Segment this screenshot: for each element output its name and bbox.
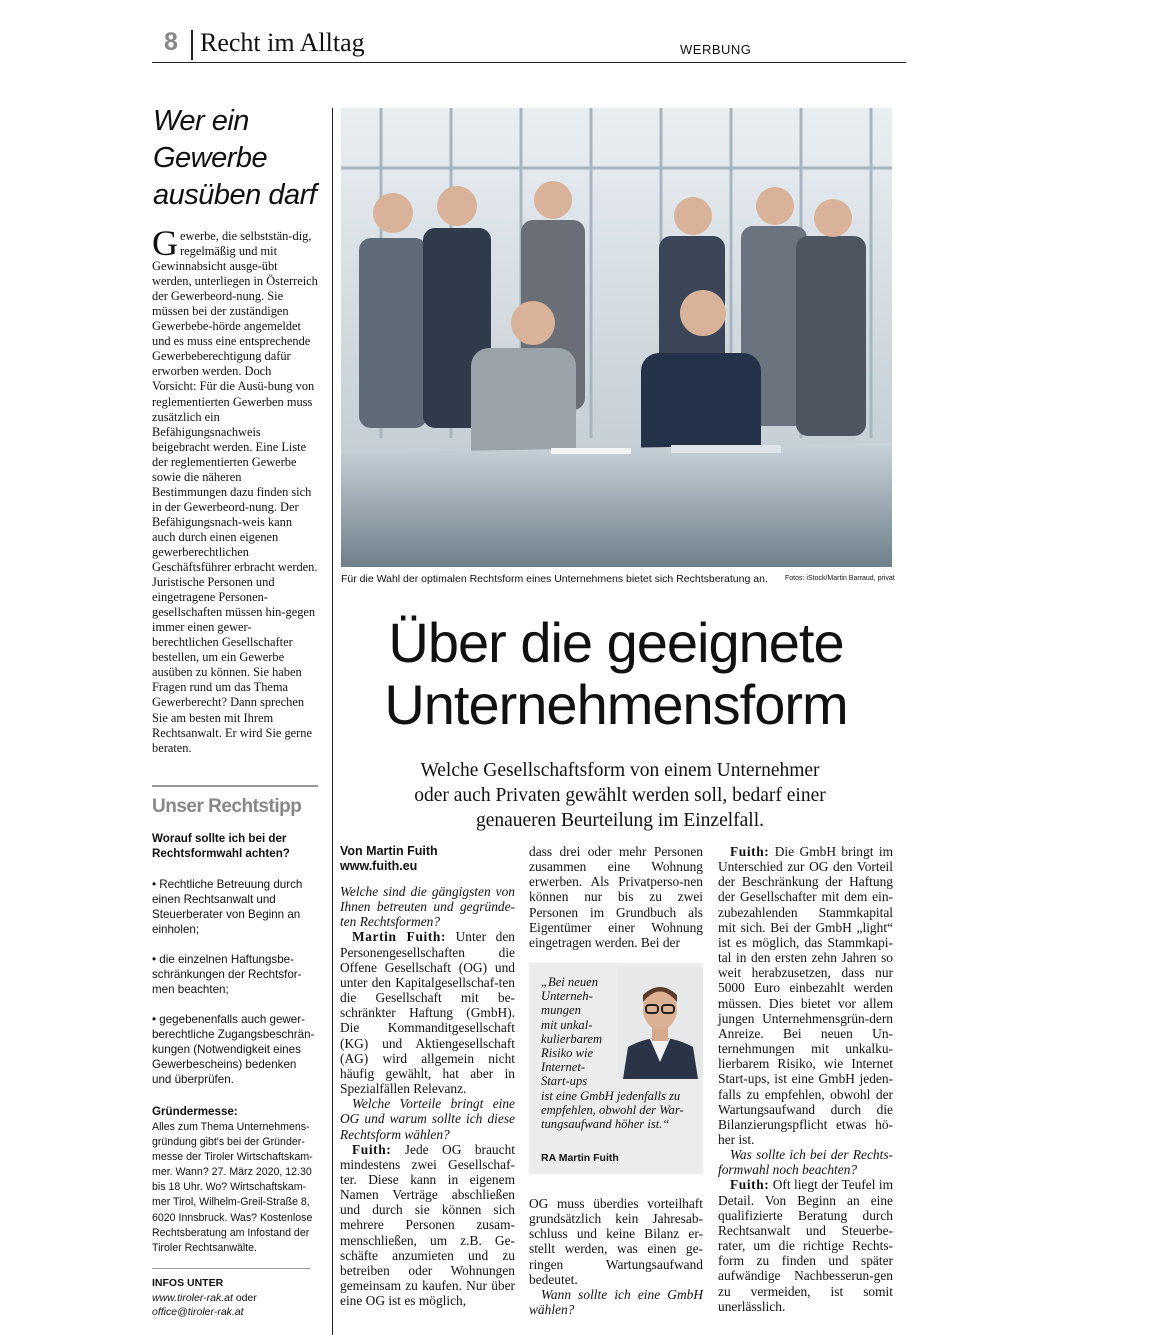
email-link[interactable]: office@tiroler-rak.at	[152, 1306, 244, 1318]
sidebar-title-line: Wer ein	[153, 105, 249, 137]
info-or: oder	[232, 1292, 257, 1304]
subhead-line: oder auch Privaten gewählt werden soll, bedarf einer	[414, 785, 826, 806]
author-byline	[340, 844, 515, 874]
drop-cap: G	[152, 223, 178, 263]
ad-label: WERBUNG	[680, 42, 752, 57]
tipp-list	[152, 877, 318, 1102]
quote-line: mungen	[541, 1003, 581, 1018]
column-2-bottom-text: OG muss überdies vorteilhaft grundsätzlich kein Jahresab-schluss und keine Bilanz er-stellt werden, was einen ge-ringen Wartungsaufwand bedeutet.	[529, 1196, 703, 1287]
business-meeting-photo	[341, 108, 892, 567]
answer-3	[718, 844, 893, 1147]
tipp-heading: Unser Rechtstipp	[152, 796, 302, 817]
question-3: Wann sollte ich eine GmbH wählen?	[529, 1286, 703, 1318]
speaker-label: Fuith:	[730, 1177, 770, 1193]
sidebar-body-text: ewerbe, die selbststän-dig, regelmäßig und mit Gewinnabsicht ausge-übt werden, unterliegen in Österreich der Gewerbeord-nung. Sie müssen bei der zuständigen Gewerbebe-hörde angemeldet und es muss eine entsprechende Gewerbeberechtigung dafür erworben werden. Doch Vorsicht: Für die Ausü-bung von reglementierten Gewerben muss zusätzlich ein Befähigungsnachweis beigebracht werden. Eine Liste der reglementierten Gewerbe sowie die näheren Bestimmungen dazu finden sich in der Gewerbeord-nung. Der Befähigungsnach-weis kann auch durch einen eigenen gewerberechtlichen Geschäftsführer erbracht werden. Juristische Personen und eingetragene Personen-gesellschaften müssen hin-gegen immer einen gewer-berechtlichen Gesellschafter bestellen, um ein Gewerbe ausüben zu können. Sie haben Fragen rund um das Thema Gewerberecht? Dann sprechen Sie am besten mit Ihrem Rechtsanwalt. Er wird Sie gerne beraten.	[152, 229, 318, 755]
question-2: Welche Vorteile bringt eine OG und warum sollte ich diese Rechtsform wählen?	[340, 1096, 515, 1142]
sidebar-title-line: ausüben darf	[153, 179, 317, 211]
speaker-label: Fuith:	[352, 1141, 392, 1157]
article-column-3	[718, 844, 893, 1314]
article-column-2	[529, 844, 703, 950]
info-links	[152, 1291, 257, 1319]
answer-1-text: Unter den Personengesellschaften die Offene Gesellschaft (OG) und unter den Kapitalgesellschaf-ten die Gesellschaft mit be-schränkter Haftung (GmbH). Die Kommanditgesellschaft (KG) und Aktiengesellschaft (AG) wird allgemein nicht häufig gewählt, hat aber in Spezialfällen Relevanz.	[340, 929, 515, 1097]
column-divider	[332, 108, 333, 1335]
tipp-item: • die einzelnen Haftungsbe-schränkungen der Rechtsfor-men beachten;	[152, 953, 302, 996]
header-divider	[191, 30, 193, 60]
quote-line: „Bei neuen	[541, 975, 599, 989]
page-number: 8	[164, 28, 178, 56]
article-column-2-bottom	[529, 1196, 703, 1317]
answer-4-text: Oft liegt der Teufel im Detail. Von Beginn an eine qualifizierte Beratung durch Rechtsanwalt und Steuerbe-rater, um die richtige Rechts-form zu finden und später aufwändige Nachbesserun-gen zu vermeiden, ist somit unerlässlich.	[718, 1177, 893, 1314]
speaker-label: Martin Fuith:	[352, 929, 446, 945]
headline-line: Über die geeignete	[388, 611, 844, 674]
header-rule	[152, 62, 906, 63]
quote-line: ist eine GmbH jedenfalls zu	[541, 1088, 681, 1103]
article-column-1	[340, 844, 515, 1308]
answer-2-text: Jede OG braucht mindestens zwei Gesellschaf-ter. Diese kann in eigenem Namen Verträge abschließen und durch sie können sich mehrere Personen zusam-menschließen, um z.B. Ge-schäfte anzumieten und zu betreiben oder Wohnungen gemeinsam zu kaufen. Nur über eine OG ist es möglich,	[340, 1141, 515, 1309]
tipp-item: • gegebenenfalls auch gewer-berechtliche Zugangsbeschrän-kungen (Notwendigkeit eines Gewerbescheins) bedenken und überprüfen.	[152, 1013, 315, 1086]
quote-author: RA Martin Fuith	[541, 1152, 619, 1164]
speaker-label: Fuith:	[730, 844, 770, 859]
sidebar-title	[153, 103, 333, 214]
website-link[interactable]: www.tiroler-rak.at	[152, 1292, 233, 1304]
quote-line: mit unkal-	[541, 1017, 593, 1032]
author-name: Von Martin Fuith	[340, 844, 438, 858]
quote-line: Risiko wie	[541, 1046, 594, 1061]
info-title: INFOS UNTER	[152, 1277, 224, 1289]
question-4: Was sollte ich bei der Rechts-formwahl noch beachten?	[718, 1147, 893, 1178]
subhead-line: genaueren Beurteilung im Einzelfall.	[475, 810, 765, 831]
pull-quote	[541, 975, 701, 1131]
info-divider	[152, 1268, 310, 1269]
quote-line: Unterneh-	[541, 989, 593, 1004]
sidebar-title-line: Gewerbe	[153, 142, 268, 174]
answer-1	[340, 929, 515, 1096]
quote-line: tungsaufwand höher ist.“	[541, 1117, 670, 1132]
sidebar-divider	[152, 785, 318, 787]
column-2-top-text: dass drei oder mehr Personen zusammen eine Wohnung erwerben. Als Privatperso-nen können nur bis zu zwei Personen im Grundbuch als Eigentümer einer Wohnung eingetragen werden. Bei der	[529, 844, 703, 950]
quote-line: kulierbarem	[541, 1031, 603, 1046]
question-1: Welche sind die gängigsten von Ihnen betreuten und gegründe-ten Rechtsformen?	[340, 884, 515, 930]
answer-2	[340, 1142, 515, 1309]
quote-line: empfehlen, obwohl der War-	[541, 1102, 684, 1117]
messe-title: Gründermesse:	[152, 1105, 238, 1118]
photo-caption: Für die Wahl der optimalen Rechtsform eines Unternehmens bietet sich Rechtsberatung an.	[341, 573, 768, 585]
subhead-line: Welche Gesellschaftsform von einem Unternehmer	[420, 760, 820, 781]
subheadline	[360, 758, 880, 833]
headline	[338, 612, 894, 736]
quote-line: Internet-	[541, 1060, 586, 1075]
answer-4	[718, 1177, 893, 1313]
photo-credit: Fotos: iStock/Martin Barraud, privat	[785, 575, 895, 582]
messe-body: Alles zum Thema Unternehmens-gründung gibt's bei der Gründer-messe der Tiroler Wirtschaftskam-mer. Wann? 27. März 2020, 12.30 bis 18 Uhr. Wo? Wirtschaftskam-mer Tirol, Wilhelm-Greil-Straße 8, 6020 Innsbruck. Was? Kostenlose Rechtsberatung am Infostand der Tiroler Rechtsanwälte.	[152, 1121, 313, 1254]
headline-line: Unternehmensform	[384, 673, 848, 736]
tipp-question: Worauf sollte ich bei der Rechtsformwahl achten?	[152, 832, 290, 860]
quote-line: Start-ups	[541, 1074, 588, 1089]
tipp-item: • Rechtliche Betreuung durch einen Rechtsanwalt und Steuerberater von Beginn an einholen;	[152, 878, 303, 936]
author-website: www.fuith.eu	[340, 859, 418, 873]
answer-3-text: Die GmbH bringt im Unterschied zur OG den Vorteil der Beschränkung der Haftung der Gesellschafter mit dem ein-zubezahlenden Stammkapital mit sich. Bei der GmbH „light“ ist es möglich, das Stammkapi-tal in den ersten zehn Jahren so weit herabzusetzen, dass nur 5000 Euro einbezahlt werden müssen. Dies bietet vor allem jungen Unternehmensgrün-dern Anreize. Bei neuen Un-ternehmungen mit unkalku-lierbarem Risiko, wie Internet Start-ups, ist eine GmbH jeden-falls zu empfehlen, obwohl der Wartungsaufwand durch die Bilanzierungspflicht etwas hö-her ist.	[718, 844, 893, 1147]
section-title: Recht im Alltag	[200, 28, 365, 57]
sidebar-body	[152, 223, 318, 756]
